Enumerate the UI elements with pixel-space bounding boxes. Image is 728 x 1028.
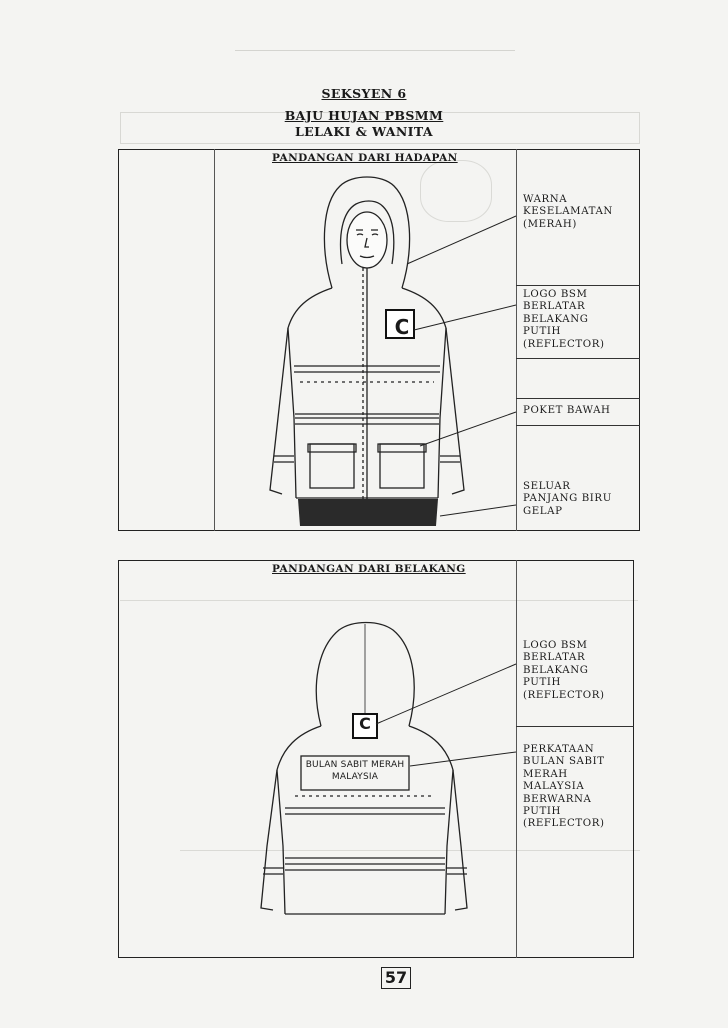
front-label-safety-color: WARNA KESELAMATAN (MERAH) — [523, 194, 613, 230]
back-text-line-1: BULAN SABIT MERAH — [305, 760, 405, 770]
title-line-2: LELAKI & WANITA — [294, 124, 434, 139]
page-number: 57 — [381, 967, 411, 989]
back-label-logo: LOGO BSM BERLATAR BELAKANG PUTIH (REFLECTOR) — [523, 640, 605, 701]
section-heading: SEKSYEN 6 — [321, 86, 407, 101]
front-label-trousers: SELUAR PANJANG BIRU GELAP — [523, 481, 612, 517]
back-logo-letter: C — [359, 714, 371, 733]
front-label-logo: LOGO BSM BERLATAR BELAKANG PUTIH (REFLECTOR) — [523, 289, 605, 350]
front-view-title: PANDANGAN DARI HADAPAN — [272, 152, 458, 164]
front-logo-letter: C — [394, 315, 410, 339]
front-label-pocket: POKET BAWAH — [523, 405, 611, 416]
back-label-wording: PERKATAAN BULAN SABIT MERAH MALAYSIA BERWARNA PUTIH (REFLECTOR) — [523, 744, 605, 830]
back-view-title: PANDANGAN DARI BELAKANG — [272, 563, 466, 575]
title-line-1: BAJU HUJAN PBSMM — [284, 108, 444, 123]
back-text-line-2: MALAYSIA — [331, 772, 379, 782]
